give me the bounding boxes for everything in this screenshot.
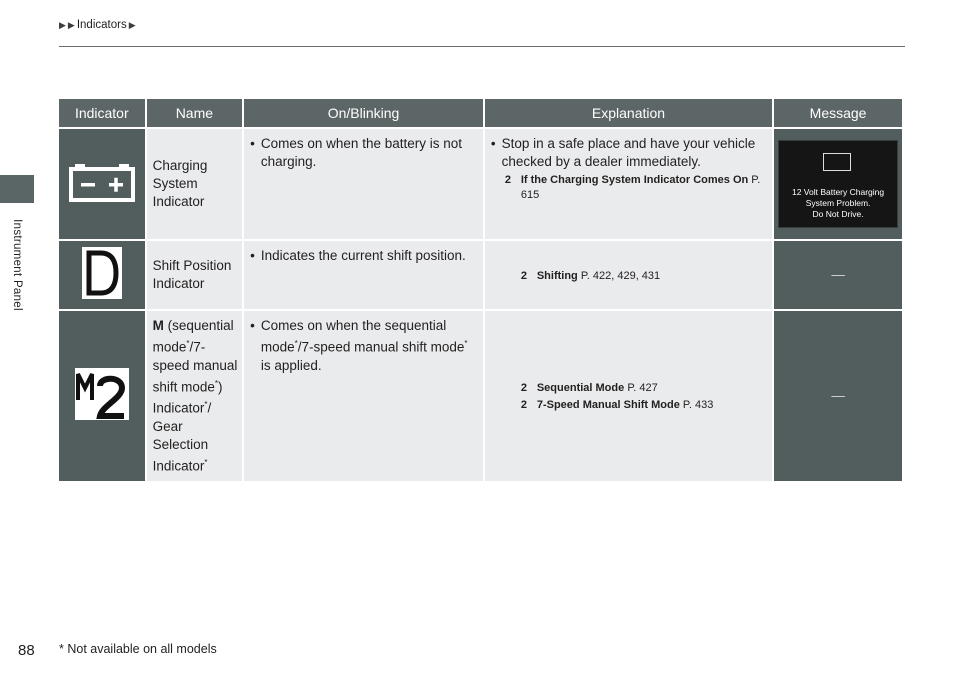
- indicator-name: Shift Position Indicator: [147, 241, 243, 309]
- column-header: Explanation: [485, 99, 772, 127]
- table-row: [59, 129, 902, 239]
- page-reference-link[interactable]: 2 Shifting P. 422, 429, 431: [520, 269, 661, 282]
- indicator-name: Charging System Indicator: [147, 129, 243, 239]
- reference-arrow-icon: 2: [520, 269, 527, 282]
- reference-arrow-icon: 2: [520, 382, 527, 394]
- column-header: Name: [147, 99, 243, 127]
- table-row: [59, 311, 902, 481]
- m2-icon: [75, 368, 129, 420]
- table-header-row: [59, 99, 902, 127]
- battery-icon: [69, 162, 135, 202]
- message-cell: —: [774, 311, 902, 481]
- breadcrumb-link[interactable]: Indicators: [76, 19, 127, 31]
- indicator-cell: [59, 129, 145, 239]
- breadcrumb-arrow-icon: ▶: [67, 19, 75, 30]
- page-reference-link[interactable]: 2 7-Speed Manual Shift Mode P. 433: [520, 399, 714, 411]
- shift-d-icon: [82, 247, 122, 299]
- reference-arrow-icon: 2: [504, 174, 511, 186]
- breadcrumb-arrow-icon: ▶: [128, 19, 136, 30]
- section-label: Instrument Panel: [11, 219, 23, 311]
- page-number: 88: [18, 642, 35, 659]
- on-blinking-cell: • Comes on when the sequential mode*/7-speed manual shift mode* is applied.: [244, 311, 483, 481]
- explanation-cell: [485, 311, 772, 481]
- table-row: [59, 241, 902, 309]
- message-display: 12 Volt Battery Charging System Problem. Do Not Drive.: [778, 140, 898, 228]
- column-header: Message: [774, 99, 902, 127]
- page-reference-link[interactable]: 2 Sequential Mode P. 427: [520, 382, 658, 394]
- column-header: Indicator: [59, 99, 145, 127]
- reference-arrow-icon: 2: [520, 399, 527, 411]
- message-cell: [774, 129, 902, 239]
- bullet-icon: •: [250, 136, 255, 151]
- header-rule: [59, 46, 905, 47]
- bullet-icon: •: [250, 318, 255, 333]
- section-tab: [0, 175, 34, 203]
- indicator-cell: [59, 311, 145, 481]
- column-header: On/Blinking: [244, 99, 483, 127]
- bullet-icon: •: [250, 248, 255, 263]
- indicator-cell: [59, 241, 145, 309]
- on-blinking-cell: • Comes on when the battery is not charging.: [244, 129, 483, 239]
- battery-icon: [823, 153, 851, 171]
- on-blinking-cell: • Indicates the current shift position.: [244, 241, 483, 309]
- page-reference-link[interactable]: 2 If the Charging System Indicator Comes On P. 615: [504, 174, 761, 201]
- explanation-cell: • Stop in a safe place and have your vehicle checked by a dealer immediately. 2 If the Charging System Indicator Comes On P. 615: [485, 129, 772, 239]
- indicator-table: [57, 97, 904, 483]
- breadcrumb: [59, 19, 136, 31]
- footnote: * Not available on all models: [59, 642, 217, 656]
- bullet-icon: •: [490, 136, 496, 151]
- indicator-name: M (sequential mode*/7-speed manual shift mode*) Indicator*/ Gear Selection Indicator*: [147, 311, 243, 481]
- message-cell: —: [774, 241, 902, 309]
- breadcrumb-arrow-icon: ▶: [59, 19, 66, 30]
- explanation-cell: [485, 241, 772, 309]
